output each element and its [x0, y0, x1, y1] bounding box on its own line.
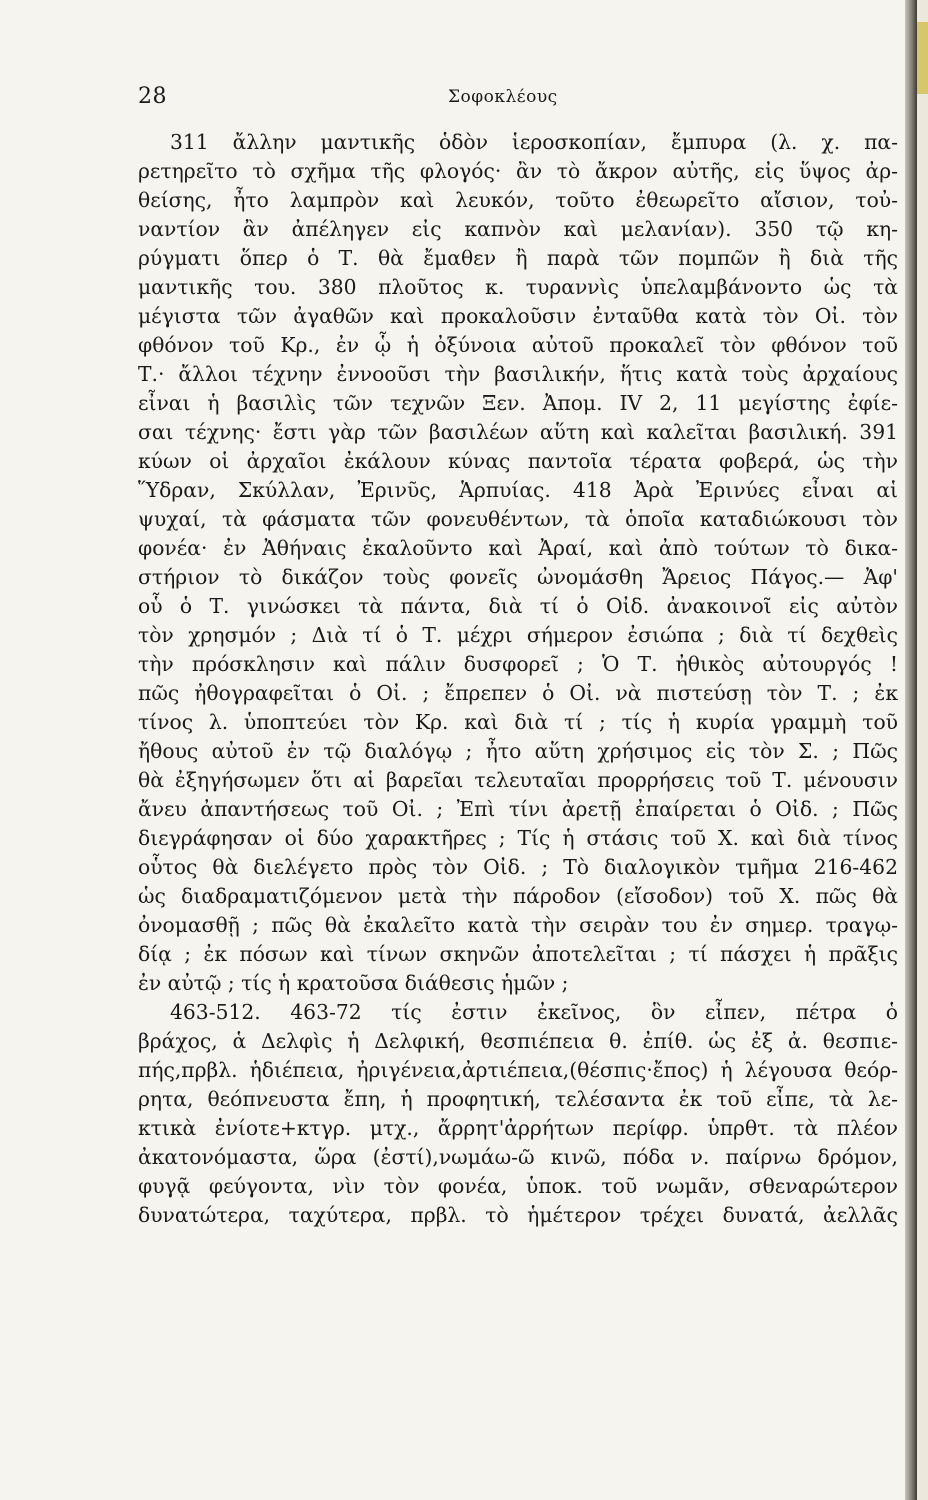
facing-page-edge [917, 0, 928, 1500]
text-line: δίᾳ ; ἐκ πόσων καὶ τίνων σκηνῶν ἀποτελεῖται ; τί πάσχει ἡ πρᾶξις [138, 942, 898, 966]
text-line: Ὕδραν, Σκύλλαν, Ἐρινῦς, Ἁρπυίας. 418 Ἀρὰ Ἐρινύες εἶναι αἱ [138, 478, 898, 502]
page-number: 28 [138, 84, 167, 109]
text-line: ψυχαί, τὰ φάσματα τῶν φονευθέντων, τὰ ὁποῖα καταδιώκουσι τὸν [138, 507, 898, 531]
text-line: θείσης, ἦτο λαμπρὸν καὶ λευκόν, τοῦτο ἐθεωρεῖτο αἴσιον, τοὐ- [138, 188, 898, 212]
text-line: ἄνευ ἀπαντήσεως τοῦ Οἰ. ; Ἐπὶ τίνι ἀρετῇ ἐπαίρεται ὁ Οἰδ. ; Πῶς [138, 797, 898, 821]
text-line: φυγᾷ φεύγοντα, νὶν τὸν φονέα, ὑποκ. τοῦ νωμᾶν, σθεναρώτερον [138, 1174, 898, 1198]
binding-tab [917, 22, 928, 94]
text-line: τὴν πρόσκλησιν καὶ πάλιν δυσφορεῖ ; Ὁ Τ. ἠθικὸς αὐτουργός ! [138, 652, 898, 676]
text-line: φθόνον τοῦ Κρ., ἐν ᾧ ἡ ὀξύνοια αὐτοῦ προκαλεῖ τὸν φθόνον τοῦ [138, 333, 898, 357]
text-line: ναντίον ἂν ἀπέληγεν εἰς καπνὸν καὶ μελανίαν). 350 τῷ κη- [138, 217, 898, 241]
text-line: κτικὰ ἐνίοτε+κτγρ. μτχ., ἄρρητ'ἀρρήτων περίφρ. ὑπρθτ. τὰ πλέον [138, 1116, 898, 1140]
text-line: ὡς διαδραματιζόμενον μετὰ τὴν πάροδον (εἴσοδον) τοῦ Χ. πῶς θὰ [138, 884, 898, 908]
text-line: ρητα, θεόπνευστα ἔπη, ἡ προφητική, τελέσαντα ἐκ τοῦ εἶπε, τὰ λε- [138, 1087, 898, 1111]
text-line: βράχος, ἁ Δελφὶς ἡ Δελφική, θεσπιέπεια θ. ἐπίθ. ὡς ἐξ ἀ. θεσπιε- [138, 1029, 898, 1053]
text-line: 311 ἄλλην μαντικῆς ὁδὸν ἱεροσκοπίαν, ἔμπυρα (λ. χ. πα- [170, 130, 898, 154]
text-line: πής,πρβλ. ἡδιέπεια, ἠριγένεια,ἀρτιέπεια,(θέσπις·ἔπος) ἡ λέγουσα θεόρ- [138, 1058, 898, 1082]
text-line: σαι τέχνης· ἔστι γὰρ τῶν βασιλέων αὕτη καὶ καλεῖται βασιλική. 391 [138, 420, 898, 444]
text-line: τίνος λ. ὑποπτεύει τὸν Κρ. καὶ διὰ τί ; τίς ἡ κυρία γραμμὴ τοῦ [138, 710, 898, 734]
text-line: ρετηρεῖτο τὸ σχῆμα τῆς φλογός· ἂν τὸ ἄκρον αὐτῆς, εἰς ὕψος ἀρ- [138, 159, 898, 183]
text-line: οὗ ὁ Τ. γινώσκει τὰ πάντα, διὰ τί ὁ Οἰδ. ἀνακοινοῖ εἰς αὐτὸν [138, 594, 898, 618]
text-line: ἐν αὐτῷ ; τίς ἡ κρατοῦσα διάθεσις ἡμῶν ; [138, 971, 569, 995]
text-line: φονέα· ἐν Ἀθήναις ἐκαλοῦντο καὶ Ἀραί, καὶ ἀπὸ τούτων τὸ δικα- [138, 536, 898, 560]
text-line: δυνατώτερα, ταχύτερα, πρβλ. τὸ ἡμέτερον τρέχει δυνατά, ἀελλᾶς [138, 1203, 898, 1227]
text-line: στήριον τὸ δικάζον τοὺς φονεῖς ὠνομάσθη Ἄρειος Πάγος.— Ἀφ' [138, 565, 898, 589]
text-line: εἶναι ἡ βασιλὶς τῶν τεχνῶν Ξεν. Ἀπομ. IV 2, 11 μεγίστης ἐφίε- [138, 391, 898, 415]
binding-gutter [905, 0, 917, 1500]
commentary-text [138, 128, 898, 1230]
text-line: 463-512. 463-72 τίς ἐστιν ἐκεῖνος, ὃν εἶπεν, πέτρα ὁ [170, 1000, 898, 1024]
running-title: Σοφοκλέους [448, 87, 558, 107]
page-header [138, 84, 778, 114]
text-line: κύων οἱ ἀρχαῖοι ἐκάλουν κύνας παντοῖα τέρατα φοβερά, ὡς τὴν [138, 449, 898, 473]
text-line: τὸν χρησμόν ; Διὰ τί ὁ Τ. μέχρι σήμερον ἐσιώπα ; διὰ τί δεχθεὶς [138, 623, 898, 647]
text-line: διεγράφησαν οἱ δύο χαρακτῆρες ; Τίς ἡ στάσις τοῦ Χ. καὶ διὰ τίνος [138, 826, 898, 850]
text-line: ὀνομασθῇ ; πῶς θὰ ἐκαλεῖτο κατὰ τὴν σειρὰν του ἐν σημερ. τραγῳ- [138, 913, 898, 937]
text-line: οὗτος θὰ διελέγετο πρὸς τὸν Οἰδ. ; Τὸ διαλογικὸν τμῆμα 216-462 [138, 855, 898, 879]
text-line: μέγιστα τῶν ἀγαθῶν καὶ προκαλοῦσιν ἐνταῦθα κατὰ τὸν Οἰ. τὸν [138, 304, 898, 328]
text-line: ρύγματι ὅπερ ὁ Τ. θὰ ἔμαθεν ἢ παρὰ τῶν πομπῶν ἢ διὰ τῆς [138, 246, 898, 270]
text-line: Τ.· ἄλλοι τέχνην ἐννοοῦσι τὴν βασιλικήν, ἥτις κατὰ τοὺς ἀρχαίους [138, 362, 898, 386]
text-line: πῶς ἠθογραφεῖται ὁ Οἰ. ; ἔπρεπεν ὁ Οἰ. νὰ πιστεύσῃ τὸν Τ. ; ἐκ [138, 681, 898, 705]
text-line: ἤθους αὐτοῦ ἐν τῷ διαλόγῳ ; ἦτο αὕτη χρήσιμος εἰς τὸν Σ. ; Πῶς [138, 739, 898, 763]
text-line: μαντικῆς του. 380 πλοῦτος κ. τυραννὶς ὑπελαμβάνοντο ὡς τὰ [138, 275, 898, 299]
text-line: θὰ ἐξηγήσωμεν ὅτι αἱ βαρεῖαι τελευταῖαι προρρήσεις τοῦ Τ. μένουσιν [138, 768, 898, 792]
text-line: ἀκατονόμαστα, ὥρα (ἐστί),νωμάω-ῶ κινῶ, πόδα ν. παίρνω δρόμον, [138, 1145, 898, 1169]
